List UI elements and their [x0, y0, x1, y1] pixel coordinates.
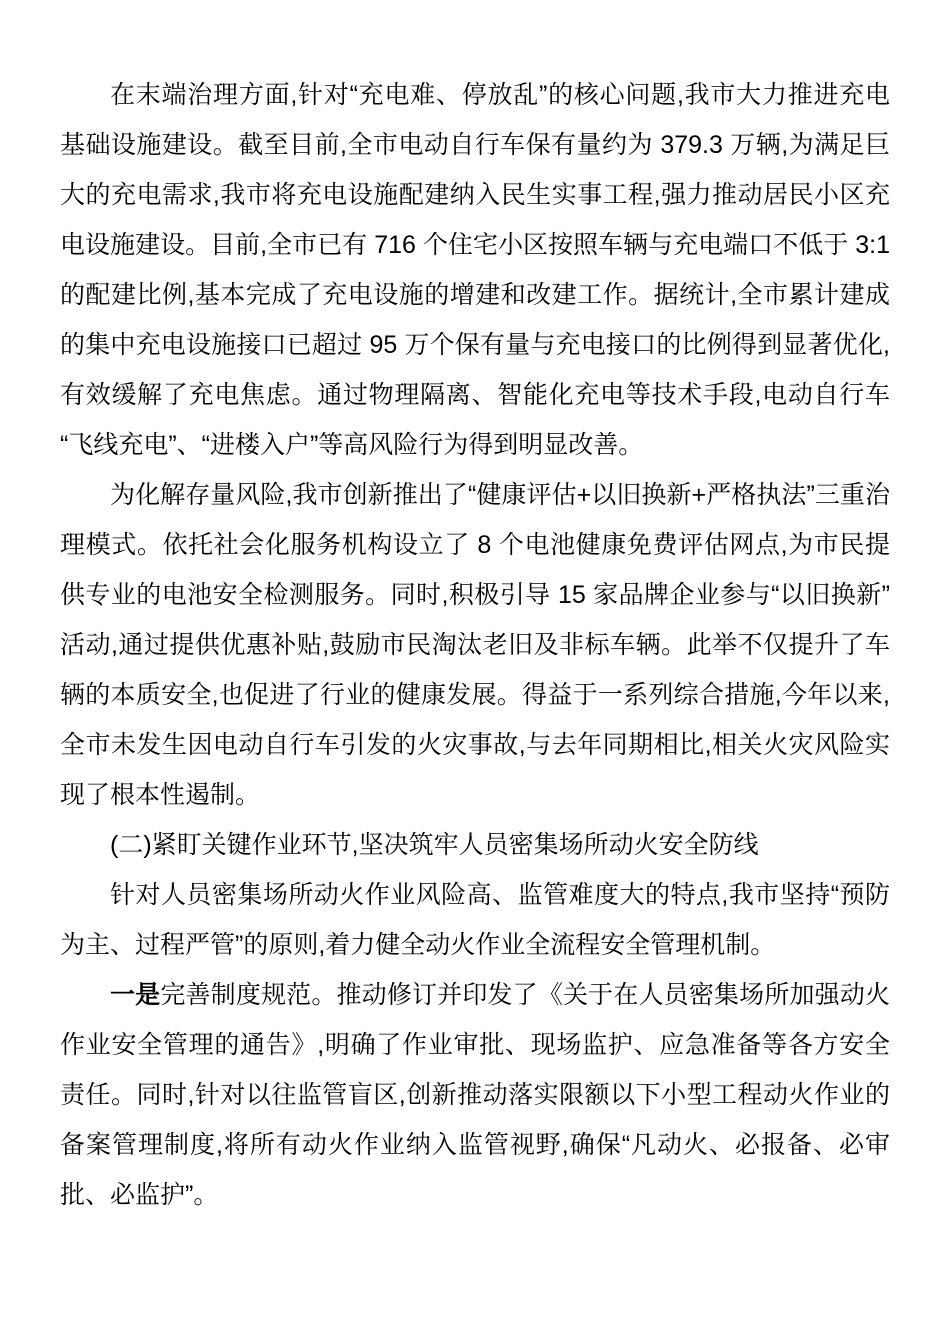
section-heading-two: (二)紧盯关键作业环节,坚决筑牢人员密集场所动火安全防线	[110, 831, 759, 859]
paragraph-hot-work-intro: 针对人员密集场所动火作业风险高、监管难度大的特点,我市坚持“预防为主、过程严管”的原则,着力健全动火作业全流程安全管理机制。	[60, 881, 890, 959]
first-measure-bold-lead: 一是	[110, 981, 161, 1009]
paragraph-stock-risk: 为化解存量风险,我市创新推出了“健康评估+以旧换新+严格执法”三重治理模式。依托社会化服务机构设立了 8 个电池健康免费评估网点,为市民提供专业的电池安全检测服务。同时,积极引导 15 家品牌企业参与“以旧换新”活动,通过提供优惠补贴,鼓励市民淘汰老旧及非标车辆。此举不仅提升了车辆的本质安全,也促进了行业的健康发展。得益于一系列综合措施,今年以来,全市未发生因电动自行车引发的火灾事故,与去年同期相比,相关火灾风险实现了根本性遏制。	[60, 481, 890, 809]
first-measure-body-text: 完善制度规范。推动修订并印发了《关于在人员密集场所加强动火作业安全管理的通告》,明确了作业审批、现场监护、应急准备等各方安全责任。同时,针对以往监管盲区,创新推动落实限额以下小型工程动火作业的备案管理制度,将所有动火作业纳入监管视野,确保“凡动火、必报备、必审批、必监护”。	[60, 981, 890, 1209]
paragraph-terminal-governance: 在末端治理方面,针对“充电难、停放乱”的核心问题,我市大力推进充电基础设施建设。截至目前,全市电动自行车保有量约为 379.3 万辆,为满足巨大的充电需求,我市将充电设施配建纳入民生实事工程,强力推动居民小区充电设施建设。目前,全市已有 716 个住宅小区按照车辆与充电端口不低于 3:1 的配建比例,基本完成了充电设施的增建和改建工作。据统计,全市累计建成的集中充电设施接口已超过 95 万个保有量与充电接口的比例得到显著优化,有效缓解了充电焦虑。通过物理隔离、智能化充电等技术手段,电动自行车“飞线充电”、“进楼入户”等高风险行为得到明显改善。	[60, 81, 890, 459]
paragraph-first-measure	[60, 970, 890, 1220]
